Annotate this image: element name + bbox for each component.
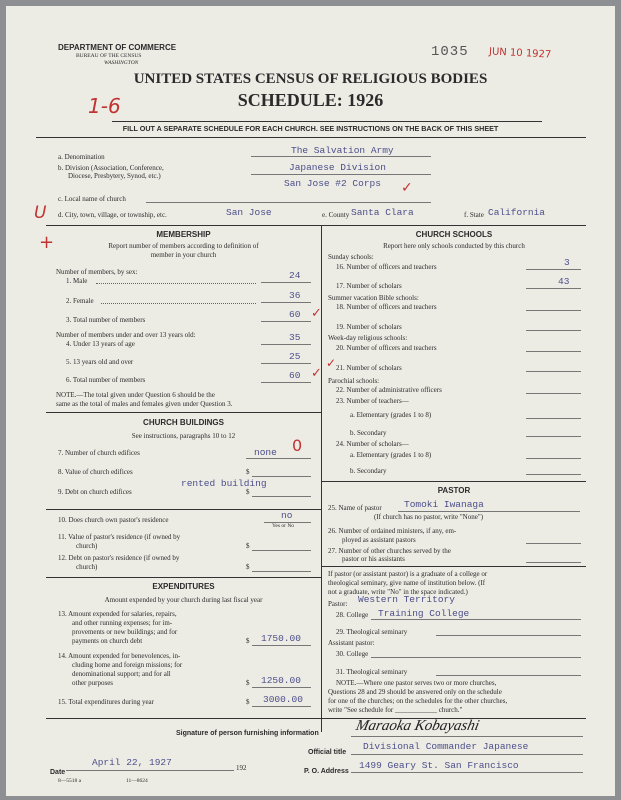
q23a-label: a. Elementary (grades 1 to 8) xyxy=(350,411,432,419)
q13-line-3: provements or new buildings; and for xyxy=(72,628,178,636)
stamp-number: 1035 xyxy=(431,44,469,60)
graduate-note-2: theological seminary, give name of institution below. (If xyxy=(328,579,486,587)
membership-note-2: same as the total of males and females given under Question 3. xyxy=(56,400,233,408)
department-label: DEPARTMENT OF COMMERCE xyxy=(58,43,177,52)
q9-label: 9. Debt on church edifices xyxy=(58,488,132,496)
q22-label: 22. Number of administrative officers xyxy=(336,386,442,394)
schedule-title: SCHEDULE: 1926 xyxy=(237,90,384,110)
q13-line-2: and other running expenses; for im- xyxy=(72,619,173,627)
pastor-note-2: Questions 28 and 29 should be answered only on the schedule xyxy=(328,688,502,696)
denomination-label: a. Denomination xyxy=(58,153,105,161)
membership-sub-2: member in your church xyxy=(150,251,217,259)
q16-value: 3 xyxy=(564,257,570,268)
county-value: Santa Clara xyxy=(351,207,414,218)
instruction-line: FILL OUT A SEPARATE SCHEDULE FOR EACH CHURCH. SEE INSTRUCTIONS ON THE BACK OF THIS SHEET xyxy=(122,124,499,133)
pastor-heading: PASTOR xyxy=(437,486,471,495)
buildings-sub: See instructions, paragraphs 10 to 12 xyxy=(131,432,236,440)
q3-label: 3. Total number of members xyxy=(66,316,146,324)
q8-dollar: $ xyxy=(246,468,250,476)
q17-value: 43 xyxy=(558,276,570,287)
official-title-label: Official title xyxy=(308,749,347,756)
local-church-label: c. Local name of church xyxy=(58,195,126,203)
city-label: d. City, town, village, or township, etc. xyxy=(58,211,167,219)
q1-male-value: 24 xyxy=(289,270,301,281)
q7-value: none xyxy=(254,447,277,458)
po-address-value: 1499 Geary St. San Francisco xyxy=(359,760,519,771)
assistant-pastor-label: Assistant pastor: xyxy=(328,639,375,647)
pastor-note-1: NOTE.—Where one pastor serves two or more churches, xyxy=(336,679,497,687)
buildings-heading: CHURCH BUILDINGS xyxy=(143,418,224,427)
po-address-label: P. O. Address xyxy=(304,768,349,775)
year-suffix: 192 xyxy=(236,764,247,772)
q31-label: 31. Theological seminary xyxy=(336,668,408,676)
date-label: Date xyxy=(50,769,66,776)
expenditures-heading: EXPENDITURES xyxy=(152,582,215,591)
q24b-label: b. Secondary xyxy=(350,467,387,475)
q12-label-2: church) xyxy=(76,563,98,571)
signature-label: Signature of person furnishing information xyxy=(176,730,319,737)
q3-total-value: 60 xyxy=(289,309,301,320)
graduate-note-3: not a graduate, write "No" in the space indicated.) xyxy=(328,588,468,596)
q16-label: 16. Number of officers and teachers xyxy=(336,263,437,271)
pastor-sub-label: Pastor: xyxy=(328,600,348,608)
q15-label: 15. Total expenditures during year xyxy=(58,698,154,706)
handwritten-mark: 1-6 xyxy=(88,94,121,118)
q20-label: 20. Number of officers and teachers xyxy=(336,344,437,352)
q27-label-2: pastor or his assistants xyxy=(342,555,405,563)
q19-label: 19. Number of scholars xyxy=(336,323,402,331)
q15-dollar: $ xyxy=(246,698,250,706)
q15-value: 3000.00 xyxy=(263,694,303,705)
q23-label: 23. Number of teachers— xyxy=(336,397,409,405)
q10-label: 10. Does church own pastor's residence xyxy=(58,516,169,524)
q12-label: 12. Debt on pastor's residence (if owned by xyxy=(58,554,180,562)
schools-sub: Report here only schools conducted by this church xyxy=(383,242,525,250)
q14-dollar: $ xyxy=(246,679,250,687)
q17-label: 17. Number of scholars xyxy=(336,282,402,290)
state-value: California xyxy=(488,207,546,218)
summer-schools: Summer vacation Bible schools: xyxy=(328,294,419,302)
q25-label: 25. Name of pastor xyxy=(328,504,382,512)
q10-hint: Yes or No xyxy=(272,523,295,529)
signature: Maraoka Kobayashi xyxy=(354,718,481,734)
q5-label: 5. 13 years old and over xyxy=(66,358,134,366)
division-label: b. Division (Association, Conference, xyxy=(58,164,164,172)
members-by-sex: Number of members, by sex: xyxy=(56,268,138,276)
form-title: UNITED STATES CENSUS OF RELIGIOUS BODIES xyxy=(133,71,488,87)
division-value: Japanese Division xyxy=(289,162,386,173)
q9-value: rented building xyxy=(181,478,267,489)
q25-value: Tomoki Iwanaga xyxy=(404,499,484,510)
age-intro: Number of members under and over 13 years old: xyxy=(56,331,196,339)
q4-label: 4. Under 13 years of age xyxy=(66,340,135,348)
q14-line-4: other purposes xyxy=(72,679,114,687)
q2-female-value: 36 xyxy=(289,290,301,301)
received-date-stamp: JUN 10 1927 xyxy=(488,46,552,61)
pastor-note-4: write "See schedule for ____________ church." xyxy=(328,706,463,714)
denomination-value: The Salvation Army xyxy=(291,145,394,156)
q11-label: 11. Value of pastor's residence (if owned by xyxy=(58,533,181,541)
sunday-schools: Sunday schools: xyxy=(328,253,374,261)
expenditures-sub: Amount expended by your church during last fiscal year xyxy=(104,596,263,604)
q29-value: Training College xyxy=(378,608,470,619)
local-church-value: San Jose #2 Corps xyxy=(284,178,381,189)
q27-label: 27. Number of other churches served by the xyxy=(328,547,451,555)
q12-dollar: $ xyxy=(246,563,250,571)
city-label: WASHINGTON xyxy=(104,60,139,66)
q7-label: 7. Number of church edifices xyxy=(58,449,140,457)
form-number-2: 11—8624 xyxy=(126,778,148,784)
official-title-value: Divisional Commander Japanese xyxy=(363,741,529,752)
q14-line-3: denominational support; and for all xyxy=(72,670,171,678)
q8-label: 8. Value of church edifices xyxy=(58,468,133,476)
check-mark: ✓ xyxy=(401,180,413,196)
form-number: 8—5518 a xyxy=(58,778,82,784)
q14-line-1: 14. Amount expended for benevolences, in- xyxy=(58,652,181,660)
q5-over-value: 25 xyxy=(289,351,301,362)
q2-label: 2. Female xyxy=(66,297,94,305)
q13-value: 1750.00 xyxy=(261,633,301,644)
q4-under-value: 35 xyxy=(289,332,301,343)
q30-label: 30. College xyxy=(336,650,369,658)
q24a-label: a. Elementary (grades 1 to 8) xyxy=(350,451,432,459)
membership-heading: MEMBERSHIP xyxy=(156,230,211,239)
q7-red-mark: 0 xyxy=(292,436,303,455)
q6-label: 6. Total number of members xyxy=(66,376,146,384)
q6-check-mark: ✓ xyxy=(311,366,322,381)
membership-note-1: NOTE.—The total given under Question 6 should be the xyxy=(56,391,215,399)
bureau-label: BUREAU OF THE CENSUS xyxy=(76,53,142,59)
city-value: San Jose xyxy=(226,207,272,218)
division-label-2: Diocese, Presbytery, Synod, etc.) xyxy=(68,172,161,180)
q25-hint: (If church has no pastor, write "None") xyxy=(374,513,484,521)
q28-label: 28. College xyxy=(336,611,369,619)
weekday-schools: Week-day religious schools: xyxy=(328,334,408,342)
q13-line-1: 13. Amount expended for salaries, repairs, xyxy=(58,610,177,618)
handwritten-plus: + xyxy=(39,232,55,253)
census-form-page xyxy=(6,6,615,796)
schools-heading: CHURCH SCHOOLS xyxy=(415,230,493,239)
q6-total-value: 60 xyxy=(289,370,301,381)
q9-dollar: $ xyxy=(246,488,250,496)
date-value: April 22, 1927 xyxy=(92,757,172,768)
q11-dollar: $ xyxy=(246,542,250,550)
q26-label-2: ployed as assistant pastors xyxy=(342,536,416,544)
pastor-note-3: for one of the churches; on the schedules for the other churches, xyxy=(328,697,508,705)
handwritten-u: U xyxy=(34,203,47,223)
q29-label: 29. Theological seminary xyxy=(336,628,408,636)
q11-label-2: church) xyxy=(76,542,98,550)
q21-label: 21. Number of scholars xyxy=(336,364,402,372)
q10-value: no xyxy=(281,510,293,521)
parochial-schools: Parochial schools: xyxy=(328,377,380,385)
q28-value: Western Territory xyxy=(358,594,455,605)
q1-label: 1. Male xyxy=(66,277,88,285)
state-label: f. State xyxy=(464,211,484,219)
q21-check-mark: ✓ xyxy=(326,356,337,370)
county-label: e. County xyxy=(322,211,350,219)
q14-line-2: cluding home and foreign missions; for xyxy=(72,661,183,669)
q14-value: 1250.00 xyxy=(261,675,301,686)
q24-label: 24. Number of scholars— xyxy=(336,440,409,448)
q26-label: 26. Number of ordained ministers, if any, em- xyxy=(328,527,457,535)
q3-check-mark: ✓ xyxy=(311,306,322,321)
q13-dollar: $ xyxy=(246,637,250,645)
membership-sub-1: Report number of members according to definition of xyxy=(108,242,259,250)
q13-line-4: payments on church debt xyxy=(72,637,143,645)
q18-label: 18. Number of officers and teachers xyxy=(336,303,437,311)
q23b-label: b. Secondary xyxy=(350,429,387,437)
graduate-note-1: If pastor (or assistant pastor) is a graduate of a college or xyxy=(328,570,488,578)
